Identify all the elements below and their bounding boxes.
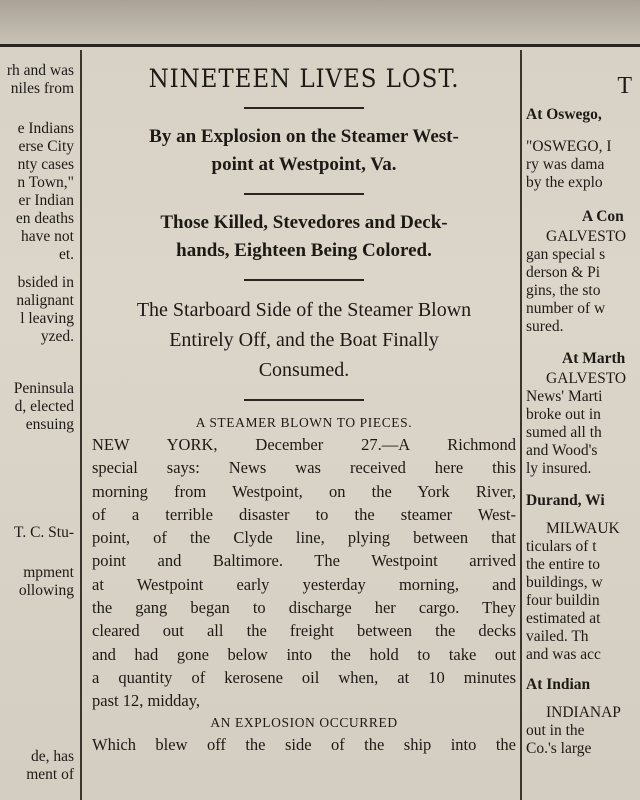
body-line: point and Baltimore. The Westpoint arrived bbox=[92, 551, 516, 571]
left-fragment: rh and was bbox=[6, 62, 74, 79]
body-line: the gang began to discharge her cargo. They bbox=[92, 598, 516, 618]
right-fragment: vailed. Th bbox=[526, 628, 589, 645]
left-column bbox=[0, 50, 76, 784]
left-block-6 bbox=[0, 564, 76, 600]
deck-line: The Starboard Side of the Steamer Blown bbox=[136, 299, 472, 321]
right-fragment: four buildin bbox=[526, 592, 600, 609]
left-fragment: ment of bbox=[26, 766, 74, 783]
article-body bbox=[90, 433, 518, 713]
body-line: point, of the Clyde line, plying between that bbox=[92, 528, 516, 548]
right-subhead: Durand, Wi bbox=[526, 492, 605, 509]
right-subhead: A Con bbox=[582, 208, 624, 225]
left-fragment: de, has bbox=[30, 748, 74, 765]
left-fragment: Peninsula bbox=[13, 380, 74, 397]
left-fragment: nalignant bbox=[16, 292, 74, 309]
deck-line: point at Westpoint, Va. bbox=[211, 154, 397, 175]
body-line: NEW YORK, December 27.—A Richmond bbox=[92, 435, 516, 454]
body-line: at Westpoint early yesterday morning, and bbox=[92, 574, 516, 594]
left-fragment: l leaving bbox=[20, 310, 74, 327]
left-fragment: er Indian bbox=[18, 192, 74, 209]
right-fragment: Co.'s large bbox=[526, 740, 592, 757]
article-headline: NINETEEN LIVES LOST. bbox=[148, 64, 460, 93]
right-fragment: MILWAUK bbox=[546, 520, 620, 537]
deck-line: hands, Eighteen Being Colored. bbox=[176, 240, 432, 261]
article-subhead: A STEAMER BLOWN TO PIECES. bbox=[195, 415, 413, 430]
right-fragment: News' Marti bbox=[526, 388, 603, 405]
right-fragment: the entire to bbox=[526, 556, 601, 573]
deck-line: Entirely Off, and the Boat Finally bbox=[169, 329, 439, 351]
column-rule-left bbox=[80, 50, 82, 800]
body-line: Which blew off the side of the ship into the bbox=[92, 734, 516, 754]
left-block-5 bbox=[0, 524, 76, 542]
deck-line: Consumed. bbox=[258, 359, 350, 381]
left-fragment: nty cases bbox=[17, 156, 74, 173]
left-fragment: ollowing bbox=[18, 582, 74, 599]
right-fragment: GALVESTO bbox=[546, 370, 627, 387]
right-fragment: estimated at bbox=[526, 610, 601, 627]
right-fragment: "OSWEGO, I bbox=[526, 138, 612, 155]
left-fragment: have not bbox=[21, 228, 74, 245]
deck-2 bbox=[90, 209, 518, 265]
right-subhead: At Marth bbox=[562, 350, 626, 367]
article-subhead: AN EXPLOSION OCCURRED bbox=[210, 714, 398, 730]
right-fragment: broke out in bbox=[526, 406, 601, 423]
right-fragment: ticulars of t bbox=[526, 538, 597, 555]
deck-rule bbox=[244, 193, 364, 195]
deck-line: By an Explosion on the Steamer West- bbox=[149, 126, 459, 147]
right-fragment: and was acc bbox=[526, 646, 601, 663]
right-fragment: gins, the sto bbox=[526, 282, 601, 299]
right-fragment: sumed all th bbox=[526, 424, 602, 441]
right-fragment: sured. bbox=[526, 318, 564, 335]
body-line: special says: News was received here this bbox=[92, 458, 516, 478]
left-block-3 bbox=[0, 274, 76, 346]
column-rule-right bbox=[520, 50, 522, 800]
right-fragment: ly insured. bbox=[526, 460, 592, 477]
right-fragment: GALVESTO bbox=[546, 228, 627, 245]
right-fragment: derson & Pi bbox=[526, 264, 601, 281]
left-fragment: T. C. Stu- bbox=[14, 524, 74, 541]
deck-3 bbox=[90, 295, 518, 385]
right-subhead: At Indian bbox=[526, 676, 591, 693]
right-fragment: buildings, w bbox=[526, 574, 603, 591]
page-top-margin bbox=[0, 0, 640, 44]
left-block-4 bbox=[0, 380, 76, 434]
body-line: morning from Westpoint, on the York River, bbox=[92, 481, 516, 501]
right-fragment: and Wood's bbox=[526, 442, 598, 459]
left-fragment: mpment bbox=[23, 564, 74, 581]
left-fragment: yzed. bbox=[40, 328, 74, 345]
body-line: and had gone below into the hold to take out bbox=[92, 644, 516, 664]
left-fragment: et. bbox=[58, 246, 74, 263]
left-fragment: bsided in bbox=[17, 274, 74, 291]
left-fragment: niles from bbox=[10, 80, 74, 97]
left-block-1 bbox=[0, 62, 76, 98]
right-fragment: gan special s bbox=[526, 246, 606, 263]
right-headline-fragment: T bbox=[617, 73, 632, 99]
deck-line: Those Killed, Stevedores and Deck- bbox=[160, 212, 448, 233]
left-fragment: erse City bbox=[18, 138, 74, 155]
left-fragment: ensuing bbox=[25, 416, 74, 433]
left-fragment: en deaths bbox=[15, 210, 74, 227]
body-line: a quantity of kerosene oil when, at 10 minutes bbox=[92, 667, 516, 687]
body-line: cleared out all the freight between the decks bbox=[92, 621, 516, 641]
right-fragment: by the explo bbox=[526, 174, 603, 191]
right-subhead: At Oswego, bbox=[526, 106, 602, 123]
right-fragment: ry was dama bbox=[526, 156, 605, 173]
left-fragment: e Indians bbox=[17, 120, 74, 137]
right-fragment: out in the bbox=[526, 722, 585, 739]
right-fragment: INDIANAP bbox=[546, 704, 621, 721]
headline-rule bbox=[244, 107, 364, 109]
deck-1 bbox=[90, 123, 518, 179]
right-fragment: number of w bbox=[526, 300, 606, 317]
left-fragment: n Town," bbox=[17, 174, 74, 191]
deck-rule bbox=[244, 399, 364, 401]
right-column bbox=[526, 50, 640, 758]
body-line: of a terrible disaster to the steamer West- bbox=[92, 504, 516, 524]
left-block-2 bbox=[0, 120, 76, 264]
left-fragment: d, elected bbox=[14, 398, 74, 415]
left-block-7 bbox=[0, 748, 76, 784]
main-article bbox=[90, 50, 518, 756]
deck-rule bbox=[244, 279, 364, 281]
top-rule bbox=[0, 44, 640, 47]
body-line: past 12, midday, bbox=[92, 691, 200, 711]
